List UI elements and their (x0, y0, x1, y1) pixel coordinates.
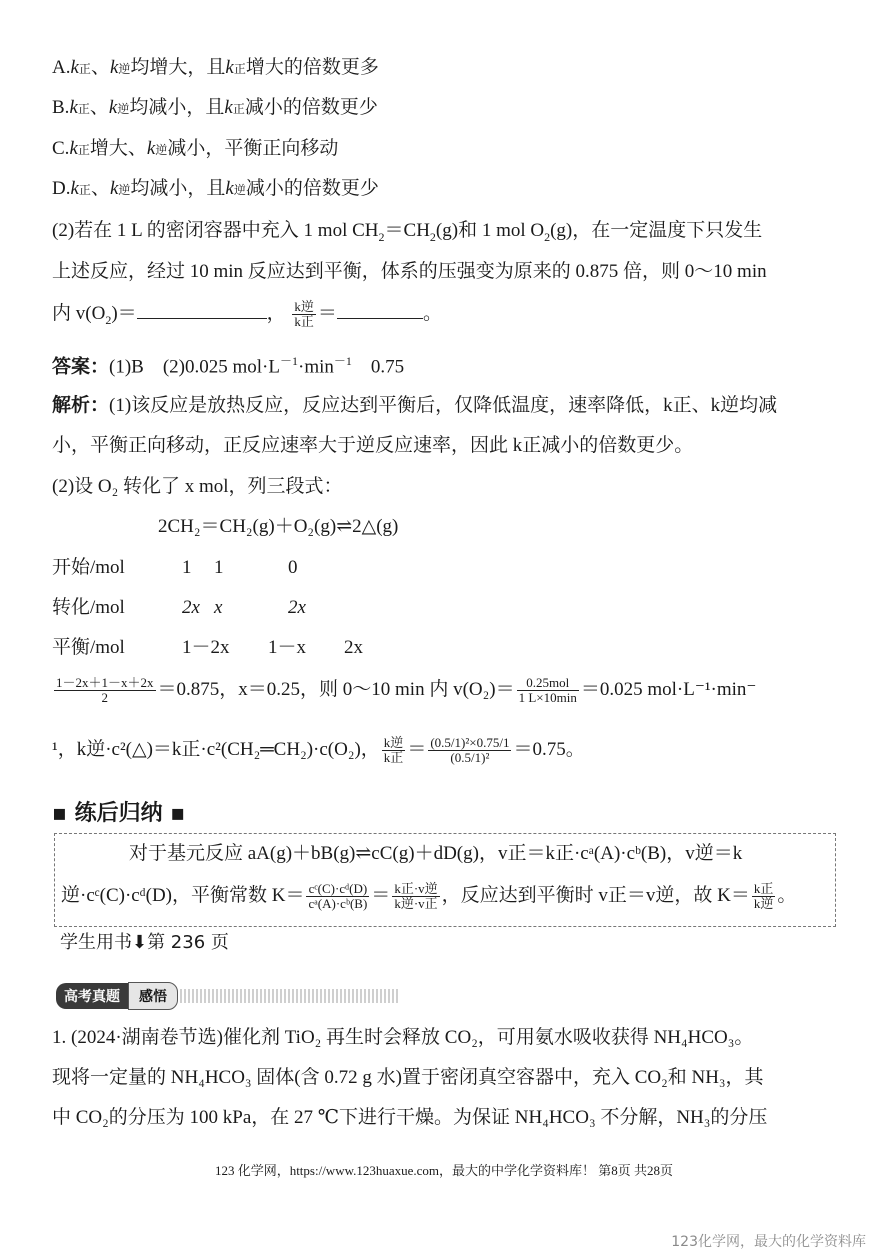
table-cell: 1 (182, 557, 192, 578)
question-2-line-2: 上述反应，经过 10 min 反应达到平衡，体系的压强变为原来的 0.875 倍，则 0～10 min (52, 261, 767, 282)
fraction-k: $\frac{\text{k正}}{\text{k逆}}$ (753, 881, 774, 912)
table-cell: 1－2x (182, 637, 230, 658)
page-footer: 123 化学网，https://www.123huaxue.com，最大的中学化学资料库！ 第8页 共28页 (214, 1163, 674, 1178)
fraction-k-ratio: $\frac{\text{k逆}}{\text{k正}}$ (383, 735, 404, 766)
question-1-line-1: 1. (2024·湖南卷节选)催化剂 TiO₂ 再生时会释放 CO₂，可用氨水吸收获得 NH₄HCO₃。 (52, 1027, 754, 1048)
exam-tag (56, 985, 400, 1007)
summary-line-2: 逆·cᶜ(C)·cᵈ(D)，平衡常数 K＝ $\frac{\text{cᶜ(C)·cᵈ(D)}}{\text{cᵃ(A)·cᵇ(B)}}$ ＝ $\frac{\text{k正·v逆}}{\text{k逆·v正}}$ ，反应达到平衡时 v正＝v逆，故 K＝ $\frac{\text{k正}}{\text{k逆}}$ 。 (61, 881, 797, 912)
question-1-line-2: 现将一定量的 NH₄HCO₃ 固体(含 0.72 g 水)置于密闭真空容器中，充入 CO₂和 NH₃，其 (52, 1067, 764, 1088)
watermark: 123化学网，最大的化学资料库 (671, 1234, 866, 1250)
analysis-line-2: 小，平衡正向移动，正反应速率大于逆反应速率，因此 k正减小的倍数更少。 (52, 435, 694, 456)
tag-stripe (180, 989, 400, 1003)
section-title: ▪ 练后归纳 ▪ (52, 801, 186, 826)
question-2-line-1: (2)若在 1 L 的密闭容器中充入 1 mol $CH_2=CH_2(g)$和 1 mol $O_2(g)$，在一定温度下只发生 (52, 220, 763, 244)
calc-line-2: ¹，k逆·c²(△)＝k正·c²(CH₂═CH₂)·c(O₂)， $\frac{\text{k逆}}{\text{k正}}$ ＝ $\frac{\text{(0.5/1)²×0.75/1}}{\text{(0.5/1)²}}$ ＝0.75。 (52, 735, 585, 766)
fraction-concentration: $\frac{\text{cᶜ(C)·cᵈ(D)}}{\text{cᵃ(A)·cᵇ(B)}}$ (308, 881, 368, 912)
answer-blank-ratio[interactable] (337, 302, 423, 319)
table-cell: 0 (288, 557, 298, 578)
table-row: 转化/mol (52, 597, 125, 618)
table-cell: 1 (214, 557, 224, 578)
fraction-k-v: $\frac{\text{k正·v逆}}{\text{k逆·v正}}$ (394, 881, 438, 912)
table-cell: 2x (288, 597, 306, 618)
table-row: 平衡/mol (52, 637, 125, 658)
table-cell: 1－x (268, 637, 307, 658)
table-row: 开始/mol (52, 557, 125, 578)
table-cell: x (214, 597, 223, 618)
option-a: A.k正、k逆均增大，且k正增大的倍数更多 (52, 57, 379, 78)
table-cell: 2x (344, 637, 363, 658)
question-1-line-3: 中 CO₂的分压为 100 kPa，在 27 ℃下进行干燥。为保证 NH₄HCO₃ 不分解，NH₃的分压 (52, 1107, 768, 1128)
option-c: C.k正增大、k逆减小，平衡正向移动 (52, 138, 339, 159)
answer-blank-rate[interactable] (137, 302, 267, 319)
calc-line-1: $\frac{1-2x+1-x+2x}{2}$ ＝0.875，x＝0.25，则 0～10 min 内 v(O₂)＝ $\frac{\text{0.25mol}}{1 L\times 10\min}$ ＝0.025 mol·L⁻¹·min⁻ (56, 675, 757, 706)
fraction-sum: $\frac{1-2x+1-x+2x}{2}$ (56, 675, 154, 706)
question-2-line-3: 内 $v(O_2)=$ ， $\frac{\text{k逆}}{\text{k正}}$ ＝ 。 (52, 299, 442, 330)
reaction-equation: 2CH₂＝CH₂(g)＋O₂(g)⇌2△(g) (158, 516, 399, 537)
ratio-fraction: $\frac{\text{k逆}}{\text{k正}}$ (294, 299, 314, 330)
analysis-line-3: (2)设 O₂ 转化了 x mol，列三段式： (52, 476, 343, 497)
answer-line: 答案：(1)B (2)0.025 $mol\cdot L^{-1}\cdot\min^{-1}$ 0.75 (52, 354, 405, 378)
summary-line-1: 对于基元反应 aA(g)＋bB(g)⇌cC(g)＋dD(g)，v正＝k正·cᵃ(A)·cᵇ(B)，v逆＝k (129, 843, 743, 864)
table-cell: 2x (182, 597, 200, 618)
analysis-line-1: 解析：(1)该反应是放热反应，反应达到平衡后，仅降低温度，速率降低，k正、k逆均减 (52, 395, 778, 416)
option-b: B.k正、k逆均减小，且k正减小的倍数更少 (52, 97, 378, 118)
fraction-value: $\frac{\text{(0.5/1)²×0.75/1}}{\text{(0.5/1)²}}$ (430, 735, 510, 766)
option-d: D.k正、k逆均减小，且k逆减小的倍数更少 (52, 178, 379, 199)
fraction-rate: $\frac{\text{0.25mol}}{1 L\times 10\min}$ (518, 675, 577, 706)
summary-box (54, 833, 836, 927)
tag-label-1: 高考真题 (56, 983, 128, 1009)
tag-label-2: 感悟 (128, 982, 178, 1010)
book-page-reference: 学生用书⬇第 236 页 (60, 932, 229, 953)
